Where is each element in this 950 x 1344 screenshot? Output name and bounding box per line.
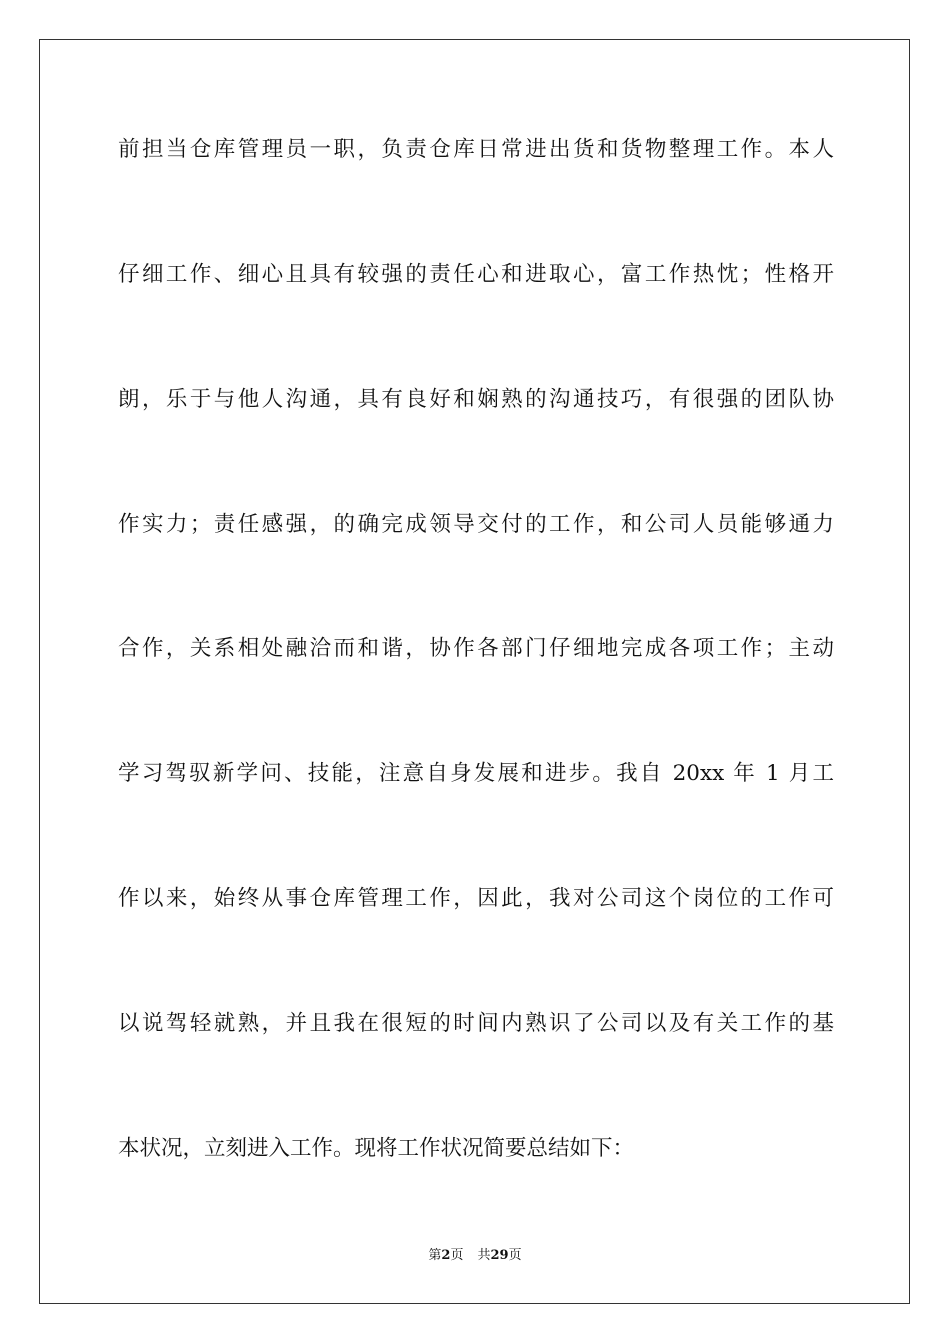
text-line-3: 朗，乐于与他人沟通，具有良好和娴熟的沟通技巧，有很强的团队协	[118, 387, 834, 412]
page-prefix: 第	[428, 1248, 442, 1263]
page-footer	[0, 1247, 950, 1265]
text-line-7: 作以来，始终从事仓库管理工作，因此，我对公司这个岗位的工作可	[118, 886, 834, 911]
total-prefix: 共	[477, 1248, 491, 1263]
page-number: 2	[441, 1248, 451, 1263]
total-pages: 29	[490, 1248, 509, 1263]
text-line-2: 仔细工作、细心且具有较强的责任心和进取心，富工作热忱；性格开	[118, 262, 834, 287]
text-line-6: 学习驾驭新学问、技能，注意自身发展和进步。我自 20xx 年 1 月工	[118, 761, 834, 786]
text-line-9: 本状况，立刻进入工作。现将工作状况简要总结如下：	[118, 1136, 635, 1161]
text-line-8: 以说驾轻就熟，并且我在很短的时间内熟识了公司以及有关工作的基	[118, 1011, 834, 1036]
page-suffix: 页	[450, 1248, 464, 1263]
text-line-1: 前担当仓库管理员一职，负责仓库日常进出货和货物整理工作。本人	[118, 137, 834, 162]
total-suffix: 页	[508, 1248, 522, 1263]
text-line-5: 合作，关系相处融洽而和谐，协作各部门仔细地完成各项工作；主动	[118, 636, 834, 661]
text-line-4: 作实力；责任感强，的确完成领导交付的工作，和公司人员能够通力	[118, 512, 834, 537]
page-border	[39, 39, 910, 1304]
